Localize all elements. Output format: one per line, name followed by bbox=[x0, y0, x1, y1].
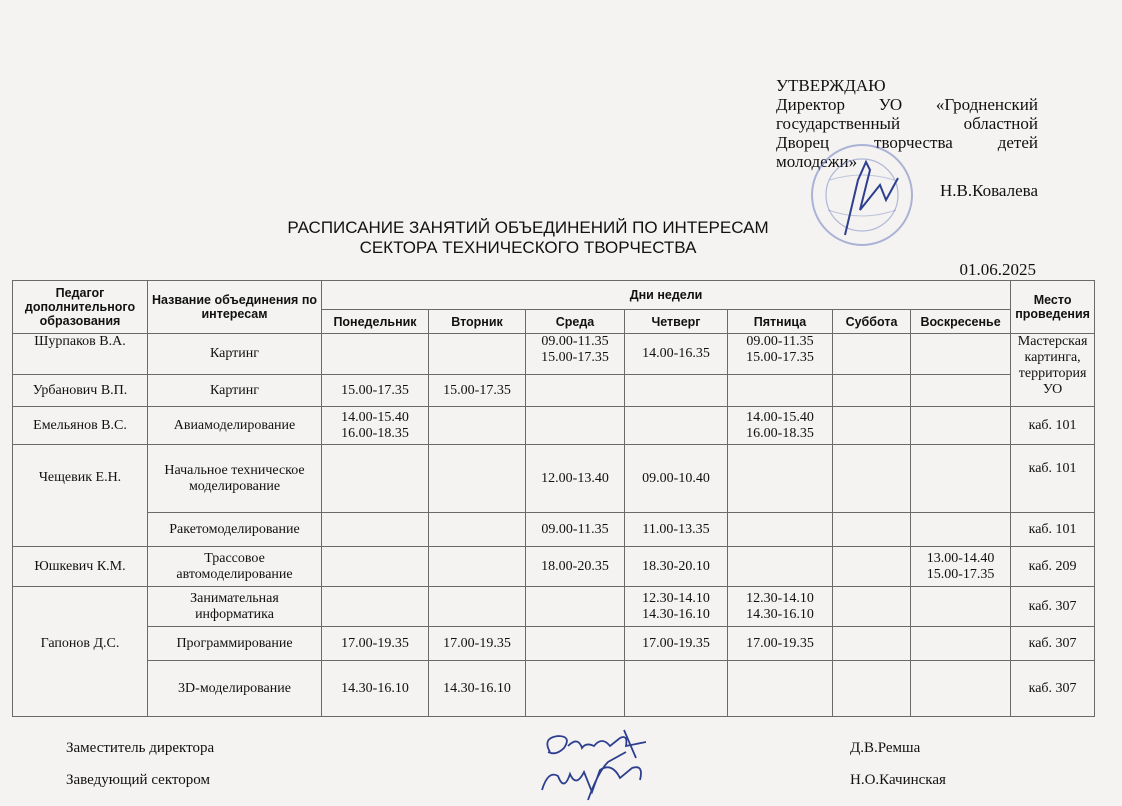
document-title bbox=[248, 218, 808, 258]
cell-teacher: Шурпаков В.А. bbox=[13, 334, 148, 375]
cell-teacher: Чещевик Е.Н. bbox=[13, 445, 148, 547]
cell-teacher: Гапонов Д.С. bbox=[13, 587, 148, 717]
cell-place: каб. 307 bbox=[1011, 587, 1095, 627]
cell-time bbox=[833, 334, 911, 375]
cell-time bbox=[728, 547, 833, 587]
cell-time bbox=[526, 407, 625, 445]
table-row bbox=[13, 513, 1095, 547]
cell-time: 09.00-11.35 15.00-17.35 bbox=[526, 334, 625, 375]
header-day: Пятница bbox=[728, 310, 833, 334]
cell-teacher: Емельянов В.С. bbox=[13, 407, 148, 445]
cell-time bbox=[429, 445, 526, 513]
header-day: Воскресенье bbox=[911, 310, 1011, 334]
cell-time bbox=[322, 547, 429, 587]
cell-place: Мастерская картинга, территория УО bbox=[1011, 334, 1095, 407]
cell-time bbox=[429, 547, 526, 587]
cell-club: Начальное техническое моделирование bbox=[148, 445, 322, 513]
header-day: Четверг bbox=[625, 310, 728, 334]
cell-time bbox=[526, 375, 625, 407]
header-days-group: Дни недели bbox=[322, 281, 1011, 310]
header-place: Место проведения bbox=[1011, 281, 1095, 334]
cell-time bbox=[429, 587, 526, 627]
cell-place: каб. 101 bbox=[1011, 407, 1095, 445]
cell-time: 18.30-20.10 bbox=[625, 547, 728, 587]
cell-time bbox=[322, 587, 429, 627]
header-day: Вторник bbox=[429, 310, 526, 334]
cell-time: 17.00-19.35 bbox=[322, 627, 429, 661]
approval-line-2: государственный областной bbox=[776, 114, 1038, 133]
cell-club: Картинг bbox=[148, 334, 322, 375]
cell-time bbox=[833, 513, 911, 547]
cell-time bbox=[833, 587, 911, 627]
cell-place: каб. 307 bbox=[1011, 627, 1095, 661]
approval-line-4: молодежи» bbox=[776, 152, 858, 171]
cell-time: 15.00-17.35 bbox=[429, 375, 526, 407]
cell-time: 17.00-19.35 bbox=[625, 627, 728, 661]
cell-club: Программирование bbox=[148, 627, 322, 661]
cell-time: 18.00-20.35 bbox=[526, 547, 625, 587]
approval-signatory: Н.В.Ковалева bbox=[940, 181, 1038, 200]
header-day: Среда bbox=[526, 310, 625, 334]
schedule-table bbox=[12, 280, 1095, 717]
cell-teacher: Урбанович В.П. bbox=[13, 375, 148, 407]
cell-time bbox=[833, 445, 911, 513]
cell-teacher: Юшкевич К.М. bbox=[13, 547, 148, 587]
cell-place: каб. 101 bbox=[1011, 445, 1095, 513]
cell-club: Ракетомоделирование bbox=[148, 513, 322, 547]
cell-club: Занимательная информатика bbox=[148, 587, 322, 627]
approval-line-3: Дворец творчества детей bbox=[776, 133, 1038, 152]
table-row bbox=[13, 547, 1095, 587]
cell-place: каб. 209 bbox=[1011, 547, 1095, 587]
cell-time: 13.00-14.40 15.00-17.35 bbox=[911, 547, 1011, 587]
cell-club: 3D-моделирование bbox=[148, 661, 322, 717]
cell-time: 15.00-17.35 bbox=[322, 375, 429, 407]
table-row bbox=[13, 627, 1095, 661]
cell-time: 14.30-16.10 bbox=[322, 661, 429, 717]
cell-time: 17.00-19.35 bbox=[728, 627, 833, 661]
cell-club: Авиамоделирование bbox=[148, 407, 322, 445]
table-row bbox=[13, 407, 1095, 445]
cell-time bbox=[322, 445, 429, 513]
document-date: 01.06.2025 bbox=[959, 260, 1036, 279]
table-row bbox=[13, 375, 1095, 407]
cell-time bbox=[911, 334, 1011, 375]
handwritten-signatures bbox=[528, 712, 668, 804]
cell-time: 14.00-15.40 16.00-18.35 bbox=[322, 407, 429, 445]
cell-time bbox=[429, 334, 526, 375]
cell-time bbox=[526, 587, 625, 627]
title-line-1: РАСПИСАНИЕ ЗАНЯТИЙ ОБЪЕДИНЕНИЙ ПО ИНТЕРЕСАМ bbox=[287, 218, 769, 237]
cell-time bbox=[728, 375, 833, 407]
header-teacher: Педагог дополнительного образования bbox=[13, 281, 148, 334]
cell-club: Картинг bbox=[148, 375, 322, 407]
header-club: Название объединения по интересам bbox=[148, 281, 322, 334]
table-row bbox=[13, 661, 1095, 717]
cell-time bbox=[911, 375, 1011, 407]
cell-time: 12.30-14.10 14.30-16.10 bbox=[728, 587, 833, 627]
cell-time: 09.00-10.40 bbox=[625, 445, 728, 513]
cell-time: 14.00-15.40 16.00-18.35 bbox=[728, 407, 833, 445]
cell-time bbox=[322, 513, 429, 547]
cell-time bbox=[911, 445, 1011, 513]
cell-time bbox=[911, 661, 1011, 717]
cell-time bbox=[429, 513, 526, 547]
head-name: Н.О.Качинская bbox=[850, 772, 946, 788]
approval-line-1: Директор УО «Гродненский bbox=[776, 95, 1038, 114]
cell-time: 09.00-11.35 15.00-17.35 bbox=[728, 334, 833, 375]
cell-time bbox=[911, 513, 1011, 547]
approval-heading: УТВЕРЖДАЮ bbox=[776, 76, 886, 95]
cell-time: 11.00-13.35 bbox=[625, 513, 728, 547]
cell-time bbox=[833, 547, 911, 587]
cell-time bbox=[625, 375, 728, 407]
cell-time bbox=[833, 375, 911, 407]
table-row bbox=[13, 445, 1095, 513]
header-day: Понедельник bbox=[322, 310, 429, 334]
official-stamp bbox=[790, 140, 940, 250]
deputy-name: Д.В.Ремша bbox=[850, 740, 921, 756]
deputy-title: Заместитель директора bbox=[66, 740, 215, 756]
cell-club: Трассовое автомоделирование bbox=[148, 547, 322, 587]
title-line-2: СЕКТОРА ТЕХНИЧЕСКОГО ТВОРЧЕСТВА bbox=[359, 238, 697, 257]
cell-time bbox=[833, 661, 911, 717]
cell-time: 14.30-16.10 bbox=[429, 661, 526, 717]
cell-place: каб. 307 bbox=[1011, 661, 1095, 717]
cell-time bbox=[526, 661, 625, 717]
cell-time bbox=[429, 407, 526, 445]
head-title: Заведующий сектором bbox=[66, 772, 210, 788]
header-day: Суббота bbox=[833, 310, 911, 334]
cell-time: 17.00-19.35 bbox=[429, 627, 526, 661]
cell-time bbox=[911, 627, 1011, 661]
table-row bbox=[13, 587, 1095, 627]
cell-time bbox=[911, 587, 1011, 627]
cell-time bbox=[833, 407, 911, 445]
cell-time bbox=[728, 513, 833, 547]
cell-time bbox=[833, 627, 911, 661]
cell-time: 12.30-14.10 14.30-16.10 bbox=[625, 587, 728, 627]
cell-time bbox=[322, 334, 429, 375]
table-row bbox=[13, 334, 1095, 375]
cell-time bbox=[625, 661, 728, 717]
cell-time bbox=[728, 661, 833, 717]
cell-time bbox=[625, 407, 728, 445]
cell-time: 09.00-11.35 bbox=[526, 513, 625, 547]
cell-time bbox=[911, 407, 1011, 445]
cell-time: 14.00-16.35 bbox=[625, 334, 728, 375]
cell-place: каб. 101 bbox=[1011, 513, 1095, 547]
cell-time bbox=[728, 445, 833, 513]
cell-time: 12.00-13.40 bbox=[526, 445, 625, 513]
cell-time bbox=[526, 627, 625, 661]
